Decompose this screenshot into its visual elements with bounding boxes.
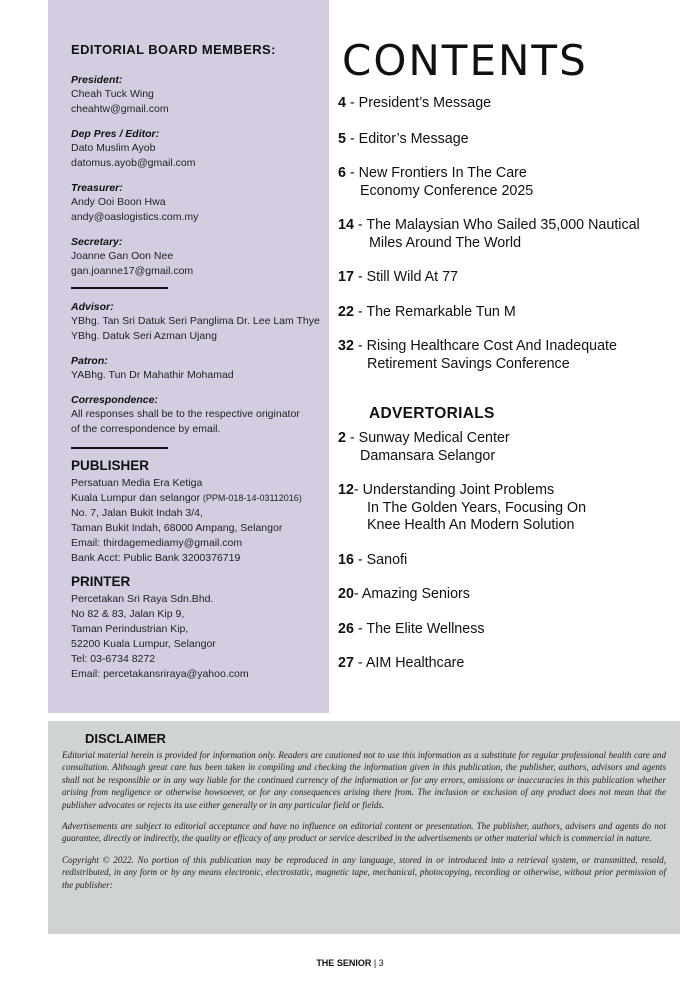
publisher-heading: PUBLISHER — [71, 458, 150, 473]
contents-title: CONTENTS — [342, 36, 588, 85]
advertorial-item[interactable]: 12- Understanding Joint Problems In The Golden Years, Focusing On Knee Health An Modern Solution — [338, 482, 587, 533]
printer-line-3: Taman Perindustrian Kip, — [71, 623, 189, 635]
disclaimer-paragraph: Advertisements are subject to editorial acceptance and have no influence on editorial content or presentation. The publisher, authors, advisers and agents do not guarantee, directly or indirectly, the quality or efficacy of any product or service described in the advertisements or other material which is commercial in nature. — [62, 821, 666, 844]
treasurer-role: Treasurer: — [71, 182, 123, 194]
correspondence-block — [71, 394, 329, 437]
publisher-line-2-text: Kuala Lumpur dan selangor — [71, 492, 203, 504]
printer-line-1: Percetakan Sri Raya Sdn.Bhd. — [71, 593, 214, 605]
magazine-name: THE SENIOR — [316, 958, 372, 968]
advertorial-item[interactable]: 26 - The Elite Wellness — [338, 620, 485, 637]
dep-pres-name: Dato Muslim Ayob — [71, 142, 156, 154]
toc-item[interactable]: 6 - New Frontiers In The Care Economy Conference 2025 — [338, 165, 534, 199]
advisor-line-1: YBhg. Tan Sri Datuk Seri Panglima Dr. Lee Lam Thye — [71, 315, 320, 327]
footer-separator: | — [371, 958, 379, 968]
publisher-line-3: No. 7, Jalan Bukit Indah 3/4, — [71, 507, 203, 519]
advertorials-list — [338, 430, 678, 673]
dep-pres-role: Dep Pres / Editor: — [71, 128, 160, 140]
publisher-registration: (PPM-018-14-03112016) — [202, 493, 302, 503]
advertorial-item[interactable]: 16 - Sanofi — [338, 551, 408, 568]
disclaimer-heading: DISCLAIMER — [85, 731, 166, 746]
printer-tel: Tel: 03-6734 8272 — [71, 653, 156, 665]
advisor-line-2: YBhg. Datuk Seri Azman Ujang — [71, 330, 217, 342]
advertorials-heading: ADVERTORIALS — [369, 405, 495, 422]
correspondence-line-1: All responses shall be to the respective originator — [71, 408, 300, 420]
publisher-line-4: Taman Bukit Indah, 68000 Ampang, Selangor — [71, 522, 283, 534]
advertorial-item[interactable]: 27 - AIM Healthcare — [338, 655, 465, 671]
disclaimer-paragraph: Editorial material herein is provided for information only. Readers are cautioned not to use this information as a substitute for regular professional health care and consultation. Although great care has been taken in compiling and checking the information given in this publication, the publisher, authors, advisors and agents shall not be responsible or in any way liable for the continued currency of the information or for any errors, omissions or inaccuracies in this publication whether arising from negligence or otherwise howsoever, or for any consequences arising there from. The inclusion or exclusion of any product does not mean that the publisher advocates or rejects its use either generally or in any particular field or fields. — [62, 750, 666, 810]
secretary-role: Secretary: — [71, 236, 123, 248]
toc-item[interactable]: 22 - The Remarkable Tun M — [338, 303, 516, 320]
toc-item[interactable]: 32 - Rising Healthcare Cost And Inadequate Retirement Savings Conference — [338, 338, 617, 372]
president-name: Cheah Tuck Wing — [71, 88, 154, 100]
patron-name: YABhg. Tun Dr Mahathir Mohamad — [71, 369, 234, 381]
publisher-line-2 — [71, 491, 329, 506]
page-footer — [0, 958, 700, 968]
toc-item[interactable]: 4 - President’s Message — [338, 95, 492, 111]
dep-pres-block — [71, 128, 329, 171]
patron-block — [71, 355, 329, 383]
correspondence-role: Correspondence: — [71, 394, 158, 406]
toc-item[interactable]: 5 - Editor’s Message — [338, 130, 469, 147]
toc-item[interactable]: 14 - The Malaysian Who Sailed 35,000 Nautical Miles Around The World — [338, 217, 640, 251]
publisher-email: Email: thirdagemediamy@gmail.com — [71, 537, 243, 549]
page-number: 3 — [378, 958, 384, 968]
secretary-name: Joanne Gan Oon Nee — [71, 250, 174, 262]
publisher-line-1: Persatuan Media Era Ketiga — [71, 477, 203, 489]
section-divider — [71, 287, 168, 289]
dep-pres-email: datomus.ayob@gmail.com — [71, 157, 196, 169]
section-divider — [71, 447, 168, 449]
advisor-role: Advisor: — [71, 301, 114, 313]
editorial-sidebar — [48, 0, 329, 713]
president-role: President: — [71, 74, 123, 86]
secretary-email: gan.joanne17@gmail.com — [71, 265, 194, 277]
disclaimer-box — [48, 721, 680, 934]
toc-item[interactable]: 17 - Still Wild At 77 — [338, 269, 458, 285]
president-block — [71, 74, 329, 117]
publisher-bank: Bank Acct: Public Bank 3200376719 — [71, 552, 241, 564]
contents-list — [338, 95, 678, 373]
printer-line-4: 52200 Kuala Lumpur, Selangor — [71, 638, 216, 650]
advisor-block — [71, 301, 329, 344]
printer-block — [71, 574, 329, 682]
correspondence-line-2: of the correspondence by email. — [71, 423, 221, 435]
secretary-block — [71, 236, 329, 279]
treasurer-name: Andy Ooi Boon Hwa — [71, 196, 166, 208]
patron-role: Patron: — [71, 355, 108, 367]
treasurer-block — [71, 182, 329, 225]
advertorial-item[interactable]: 20- Amazing Seniors — [338, 586, 470, 602]
advertorial-item[interactable]: 2 - Sunway Medical Center Damansara Selangor — [338, 430, 510, 464]
editorial-heading: EDITORIAL BOARD MEMBERS: — [71, 42, 276, 57]
president-email: cheahtw@gmail.com — [71, 103, 169, 115]
printer-email: Email: percetakansriraya@yahoo.com — [71, 668, 249, 680]
disclaimer-paragraph: Copyright © 2022. No portion of this publication may be reproduced in any language, stored in or introduced into a retrieval system, or transmitted, resold, redistributed, in any form or by any means electronic, electrostatic, magnetic tape, mechanical, photocopying, recording or otherwise, without prior permission of the publisher: — [62, 854, 666, 890]
printer-line-2: No 82 & 83, Jalan Kip 9, — [71, 608, 185, 620]
publisher-block — [71, 458, 329, 566]
treasurer-email: andy@oaslogistics.com.my — [71, 211, 199, 223]
printer-heading: PRINTER — [71, 574, 131, 589]
